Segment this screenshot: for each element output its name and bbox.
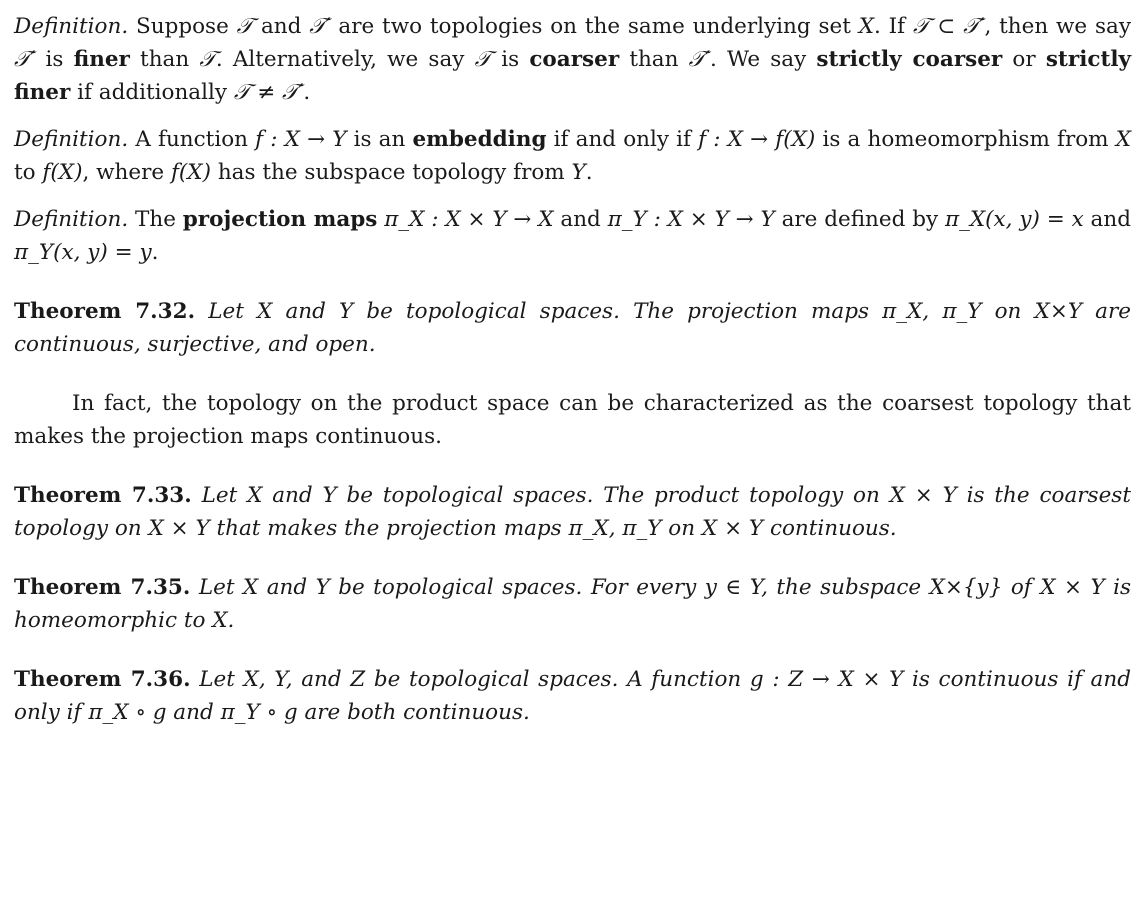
text: , then we say: [984, 14, 1131, 39]
text: A function: [128, 127, 256, 152]
definition-finer-coarser: [14, 10, 1131, 109]
theorem-label: Theorem 7.35.: [14, 575, 191, 600]
text: Suppose: [128, 14, 237, 39]
math: 𝒯: [199, 47, 216, 72]
theorem-body: Let X, Y, and Z be topological spaces. A function g : Z → X × Y is continuous if and only if π_X ∘ g and π_Y ∘ g are both continuous.: [14, 667, 1131, 725]
theorem-label: Theorem 7.33.: [14, 483, 192, 508]
math: 𝒯: [474, 47, 492, 72]
definition-embedding: [14, 123, 1131, 189]
definition-lead: Definition.: [14, 207, 129, 232]
term-embedding: embedding: [412, 127, 547, 152]
math: π_X(x, y) = x: [944, 207, 1084, 232]
theorem-body: Let X and Y be topological spaces. The projection maps π_X, π_Y on X×Y are continuous, surjective, and open.: [14, 299, 1131, 357]
text: . We say: [710, 47, 817, 72]
theorem-7-33: [14, 479, 1131, 545]
math: π_Y : X × Y → Y: [607, 207, 775, 232]
term-strictly-coarser: strictly coarser: [816, 47, 1003, 72]
text: .: [303, 80, 311, 105]
text: is a homeomorphism from: [815, 127, 1116, 152]
text: to: [14, 160, 43, 185]
term-finer: finer: [73, 47, 130, 72]
text: than: [619, 47, 689, 72]
math: 𝒯′: [309, 14, 331, 39]
math: f(X): [170, 160, 211, 185]
definition-lead: Definition.: [14, 14, 129, 39]
text: or: [1002, 47, 1046, 72]
text: .: [585, 160, 593, 185]
definition-lead: Definition.: [14, 127, 129, 152]
math: X: [1115, 127, 1132, 152]
math: 𝒯′: [14, 47, 36, 72]
math: Y: [571, 160, 586, 185]
theorem-7-35: [14, 571, 1131, 637]
text: .: [151, 240, 159, 265]
text: are two topologies on the same underlying set: [330, 14, 859, 39]
math: 𝒯: [236, 14, 254, 39]
term-coarser: coarser: [529, 47, 620, 72]
math: f : X → f(X): [698, 127, 816, 152]
text: . If: [874, 14, 913, 39]
math: π_X : X × Y → X: [384, 207, 554, 232]
term-projection-maps: projection maps: [182, 207, 378, 232]
text: and: [553, 207, 608, 232]
text: is: [35, 47, 74, 72]
text: is an: [346, 127, 413, 152]
math: 𝒯′: [688, 47, 711, 72]
text: if and only if: [546, 127, 699, 152]
math: f(X): [42, 160, 83, 185]
text: and: [253, 14, 310, 39]
math: X: [858, 14, 875, 39]
theorem-label: Theorem 7.36.: [14, 667, 191, 692]
text: is: [491, 47, 530, 72]
theorem-7-32: [14, 295, 1131, 361]
term-strictly-finer: strictly finer: [14, 47, 1132, 105]
theorem-body: Let X and Y be topological spaces. The product topology on X × Y is the coarsest topology on X × Y that makes the projection maps π_X, π_Y on X × Y continuous.: [14, 483, 1131, 541]
math: π_Y(x, y) = y: [14, 240, 152, 265]
theorem-label: Theorem 7.32.: [14, 299, 196, 324]
text: . Alternatively, we say: [215, 47, 475, 72]
text: and: [1083, 207, 1131, 232]
body-paragraph: In fact, the topology on the product space can be characterized as the coarsest topology that makes the projection maps continuous.: [14, 391, 1131, 449]
text: are defined by: [774, 207, 945, 232]
text: if additionally: [70, 80, 234, 105]
math: 𝒯 ≠ 𝒯′: [233, 80, 304, 105]
math: 𝒯 ⊂ 𝒯′: [912, 14, 985, 39]
math: f : X → Y: [255, 127, 347, 152]
theorem-body: Let X and Y be topological spaces. For every y ∈ Y, the subspace X×{y} of X × Y is homeomorphic to X.: [14, 575, 1131, 633]
text: than: [129, 47, 200, 72]
definition-projection-maps: [14, 203, 1131, 269]
text: The: [128, 207, 183, 232]
text: , where: [82, 160, 171, 185]
theorem-7-36: [14, 663, 1131, 729]
text: has the subspace topology from: [211, 160, 572, 185]
